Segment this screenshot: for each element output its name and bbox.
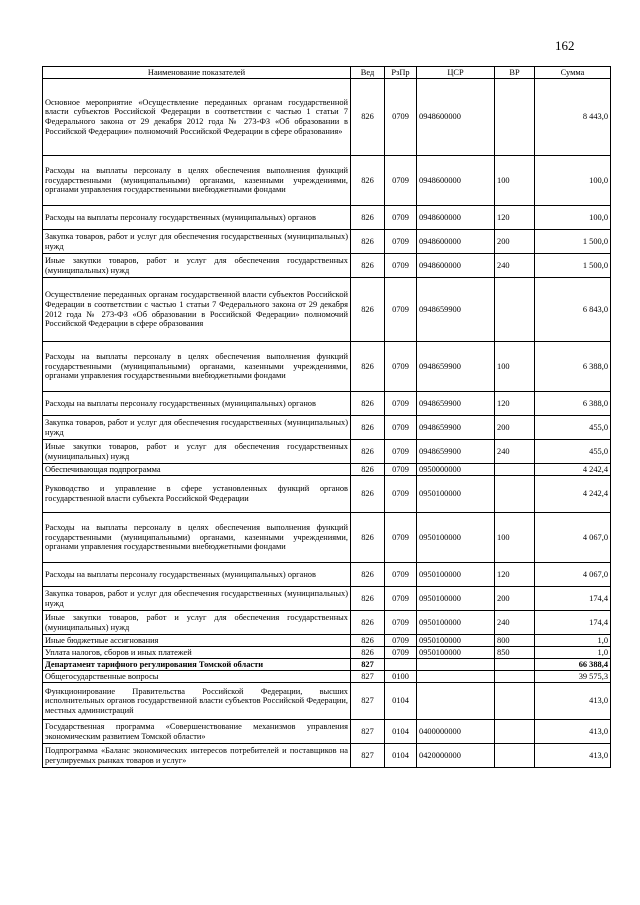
row-name: Иные закупки товаров, работ и услуг для обеспечения государственных (муниципальных) нужд <box>43 254 351 278</box>
sum-cell: 413,0 <box>535 720 611 744</box>
ved-cell: 826 <box>351 464 385 476</box>
ved-cell: 827 <box>351 720 385 744</box>
sum-cell: 455,0 <box>535 440 611 464</box>
table-row <box>43 659 611 671</box>
row-name: Расходы на выплаты персоналу в целях обеспечения выполнения функций государственными (муниципальными) органами, казенными учреждениями, органами управления государственными внебюджетными фондами <box>43 342 351 392</box>
sum-cell: 4 242,4 <box>535 476 611 513</box>
sum-cell: 174,4 <box>535 611 611 635</box>
row-name: Обеспечивающая подпрограмма <box>43 464 351 476</box>
budget-table <box>42 66 611 768</box>
vr-cell: 240 <box>495 254 535 278</box>
ved-cell: 827 <box>351 671 385 683</box>
header-rzpr: РзПр <box>385 67 417 79</box>
csr-cell: 0948659900 <box>417 392 495 416</box>
rzpr-cell: 0709 <box>385 79 417 156</box>
row-name: Основное мероприятие «Осуществление переданных органам государственной власти субъектов Российской Федерации в соответствии с частью 1 статьи 7 Федерального закона от 29 декабря 2012 года № 273-ФЗ «Об образовании в Российской Федерации» полномочий Российской Федерации в сфере образования» <box>43 79 351 156</box>
row-name: Государственная программа «Совершенствование механизмов управления экономическим развитием Томской области» <box>43 720 351 744</box>
table-row <box>43 156 611 206</box>
vr-cell <box>495 744 535 768</box>
csr-cell: 0950000000 <box>417 464 495 476</box>
table-row <box>43 563 611 587</box>
csr-cell: 0950100000 <box>417 563 495 587</box>
rzpr-cell: 0709 <box>385 513 417 563</box>
csr-cell: 0950100000 <box>417 476 495 513</box>
table-row <box>43 513 611 563</box>
table-row <box>43 440 611 464</box>
csr-cell: 0950100000 <box>417 647 495 659</box>
ved-cell: 826 <box>351 342 385 392</box>
csr-cell: 0948600000 <box>417 230 495 254</box>
sum-cell: 100,0 <box>535 206 611 230</box>
table-row <box>43 587 611 611</box>
row-name: Закупка товаров, работ и услуг для обеспечения государственных (муниципальных) нужд <box>43 416 351 440</box>
sum-cell: 455,0 <box>535 416 611 440</box>
csr-cell: 0948600000 <box>417 206 495 230</box>
vr-cell <box>495 476 535 513</box>
rzpr-cell: 0709 <box>385 587 417 611</box>
ved-cell: 826 <box>351 563 385 587</box>
sum-cell: 6 388,0 <box>535 392 611 416</box>
rzpr-cell: 0709 <box>385 440 417 464</box>
table-row <box>43 671 611 683</box>
rzpr-cell: 0709 <box>385 635 417 647</box>
csr-cell: 0950100000 <box>417 635 495 647</box>
sum-cell: 6 388,0 <box>535 342 611 392</box>
row-name: Расходы на выплаты персоналу государственных (муниципальных) органов <box>43 563 351 587</box>
header-csr: ЦСР <box>417 67 495 79</box>
row-name: Иные закупки товаров, работ и услуг для обеспечения государственных (муниципальных) нужд <box>43 440 351 464</box>
vr-cell: 240 <box>495 440 535 464</box>
vr-cell <box>495 278 535 342</box>
csr-cell <box>417 683 495 720</box>
vr-cell: 850 <box>495 647 535 659</box>
rzpr-cell: 0709 <box>385 563 417 587</box>
ved-cell: 827 <box>351 659 385 671</box>
header-ved: Вед <box>351 67 385 79</box>
vr-cell <box>495 464 535 476</box>
rzpr-cell: 0709 <box>385 342 417 392</box>
vr-cell: 800 <box>495 635 535 647</box>
table-row <box>43 683 611 720</box>
table-row <box>43 611 611 635</box>
csr-cell: 0948659900 <box>417 278 495 342</box>
row-name: Иные бюджетные ассигнования <box>43 635 351 647</box>
rzpr-cell: 0709 <box>385 230 417 254</box>
row-name: Расходы на выплаты персоналу государственных (муниципальных) органов <box>43 206 351 230</box>
rzpr-cell: 0709 <box>385 278 417 342</box>
header-vr: ВР <box>495 67 535 79</box>
rzpr-cell: 0709 <box>385 464 417 476</box>
rzpr-cell: 0709 <box>385 254 417 278</box>
vr-cell <box>495 671 535 683</box>
table-row <box>43 635 611 647</box>
sum-cell: 1,0 <box>535 647 611 659</box>
rzpr-cell: 0104 <box>385 683 417 720</box>
sum-cell: 6 843,0 <box>535 278 611 342</box>
vr-cell <box>495 659 535 671</box>
rzpr-cell: 0104 <box>385 744 417 768</box>
vr-cell: 200 <box>495 230 535 254</box>
rzpr-cell: 0709 <box>385 611 417 635</box>
vr-cell: 100 <box>495 513 535 563</box>
vr-cell: 200 <box>495 416 535 440</box>
sum-cell: 4 067,0 <box>535 563 611 587</box>
table-row <box>43 230 611 254</box>
table-row <box>43 744 611 768</box>
rzpr-cell: 0709 <box>385 392 417 416</box>
vr-cell <box>495 720 535 744</box>
rzpr-cell: 0709 <box>385 647 417 659</box>
rzpr-cell: 0709 <box>385 476 417 513</box>
row-name: Расходы на выплаты персоналу государственных (муниципальных) органов <box>43 392 351 416</box>
table-row <box>43 206 611 230</box>
ved-cell: 826 <box>351 206 385 230</box>
row-name: Функционирование Правительства Российской Федерации, высших исполнительных органов государственной власти субъектов Российской Федерации, местных администраций <box>43 683 351 720</box>
row-name: Подпрограмма «Баланс экономических интересов потребителей и поставщиков на регулируемых рынках товаров и услуг» <box>43 744 351 768</box>
csr-cell: 0948659900 <box>417 440 495 464</box>
table-row <box>43 342 611 392</box>
ved-cell: 826 <box>351 278 385 342</box>
table-row <box>43 278 611 342</box>
table-row <box>43 720 611 744</box>
table-row <box>43 476 611 513</box>
table-row <box>43 79 611 156</box>
csr-cell: 0950100000 <box>417 587 495 611</box>
row-name: Уплата налогов, сборов и иных платежей <box>43 647 351 659</box>
ved-cell: 826 <box>351 440 385 464</box>
sum-cell: 4 067,0 <box>535 513 611 563</box>
row-name: Осуществление переданных органам государственной власти субъектов Российской Федерации в соответствии с частью 1 статьи 7 Федерального закона от 29 декабря 2012 года № 273-ФЗ «Об образовании в Российской Федерации» полномочий Российской Федерации в сфере образования <box>43 278 351 342</box>
csr-cell <box>417 659 495 671</box>
sum-cell: 8 443,0 <box>535 79 611 156</box>
table-header-row <box>43 67 611 79</box>
csr-cell: 0950100000 <box>417 513 495 563</box>
ved-cell: 826 <box>351 513 385 563</box>
table-row <box>43 416 611 440</box>
csr-cell: 0948600000 <box>417 79 495 156</box>
vr-cell <box>495 79 535 156</box>
sum-cell: 1 500,0 <box>535 254 611 278</box>
sum-cell: 413,0 <box>535 683 611 720</box>
rzpr-cell: 0709 <box>385 416 417 440</box>
row-name: Общегосударственные вопросы <box>43 671 351 683</box>
vr-cell: 120 <box>495 392 535 416</box>
ved-cell: 826 <box>351 611 385 635</box>
table-row <box>43 392 611 416</box>
csr-cell: 0948600000 <box>417 156 495 206</box>
ved-cell: 827 <box>351 744 385 768</box>
sum-cell: 413,0 <box>535 744 611 768</box>
table-row <box>43 254 611 278</box>
vr-cell: 240 <box>495 611 535 635</box>
row-name: Иные закупки товаров, работ и услуг для обеспечения государственных (муниципальных) нужд <box>43 611 351 635</box>
sum-cell: 4 242,4 <box>535 464 611 476</box>
sum-cell: 66 388,4 <box>535 659 611 671</box>
vr-cell: 120 <box>495 206 535 230</box>
rzpr-cell: 0709 <box>385 156 417 206</box>
vr-cell: 100 <box>495 156 535 206</box>
ved-cell: 826 <box>351 230 385 254</box>
table-row <box>43 647 611 659</box>
vr-cell: 200 <box>495 587 535 611</box>
row-name: Руководство и управление в сфере установленных функций органов государственной власти субъекта Российской Федерации <box>43 476 351 513</box>
vr-cell <box>495 683 535 720</box>
ved-cell: 826 <box>351 79 385 156</box>
rzpr-cell: 0100 <box>385 671 417 683</box>
sum-cell: 1 500,0 <box>535 230 611 254</box>
sum-cell: 100,0 <box>535 156 611 206</box>
page-number: 162 <box>555 38 575 53</box>
table-row <box>43 464 611 476</box>
csr-cell: 0948659900 <box>417 342 495 392</box>
sum-cell: 39 575,3 <box>535 671 611 683</box>
csr-cell: 0948600000 <box>417 254 495 278</box>
csr-cell: 0950100000 <box>417 611 495 635</box>
ved-cell: 826 <box>351 416 385 440</box>
ved-cell: 826 <box>351 392 385 416</box>
rzpr-cell: 0104 <box>385 720 417 744</box>
csr-cell <box>417 671 495 683</box>
csr-cell: 0948659900 <box>417 416 495 440</box>
ved-cell: 827 <box>351 683 385 720</box>
row-name: Закупка товаров, работ и услуг для обеспечения государственных (муниципальных) нужд <box>43 587 351 611</box>
ved-cell: 826 <box>351 647 385 659</box>
header-name: Наименование показателей <box>43 67 351 79</box>
ved-cell: 826 <box>351 476 385 513</box>
row-name: Расходы на выплаты персоналу в целях обеспечения выполнения функций государственными (муниципальными) органами, казенными учреждениями, органами управления государственными внебюджетными фондами <box>43 156 351 206</box>
csr-cell: 0420000000 <box>417 744 495 768</box>
ved-cell: 826 <box>351 156 385 206</box>
sum-cell: 1,0 <box>535 635 611 647</box>
vr-cell: 100 <box>495 342 535 392</box>
row-name: Закупка товаров, работ и услуг для обеспечения государственных (муниципальных) нужд <box>43 230 351 254</box>
ved-cell: 826 <box>351 587 385 611</box>
row-name: Расходы на выплаты персоналу в целях обеспечения выполнения функций государственными (муниципальными) органами, казенными учреждениями, органами управления государственными внебюджетными фондами <box>43 513 351 563</box>
csr-cell: 0400000000 <box>417 720 495 744</box>
rzpr-cell <box>385 659 417 671</box>
header-sum: Сумма <box>535 67 611 79</box>
row-name: Департамент тарифного регулирования Томской области <box>43 659 351 671</box>
sum-cell: 174,4 <box>535 587 611 611</box>
ved-cell: 826 <box>351 254 385 278</box>
ved-cell: 826 <box>351 635 385 647</box>
rzpr-cell: 0709 <box>385 206 417 230</box>
vr-cell: 120 <box>495 563 535 587</box>
